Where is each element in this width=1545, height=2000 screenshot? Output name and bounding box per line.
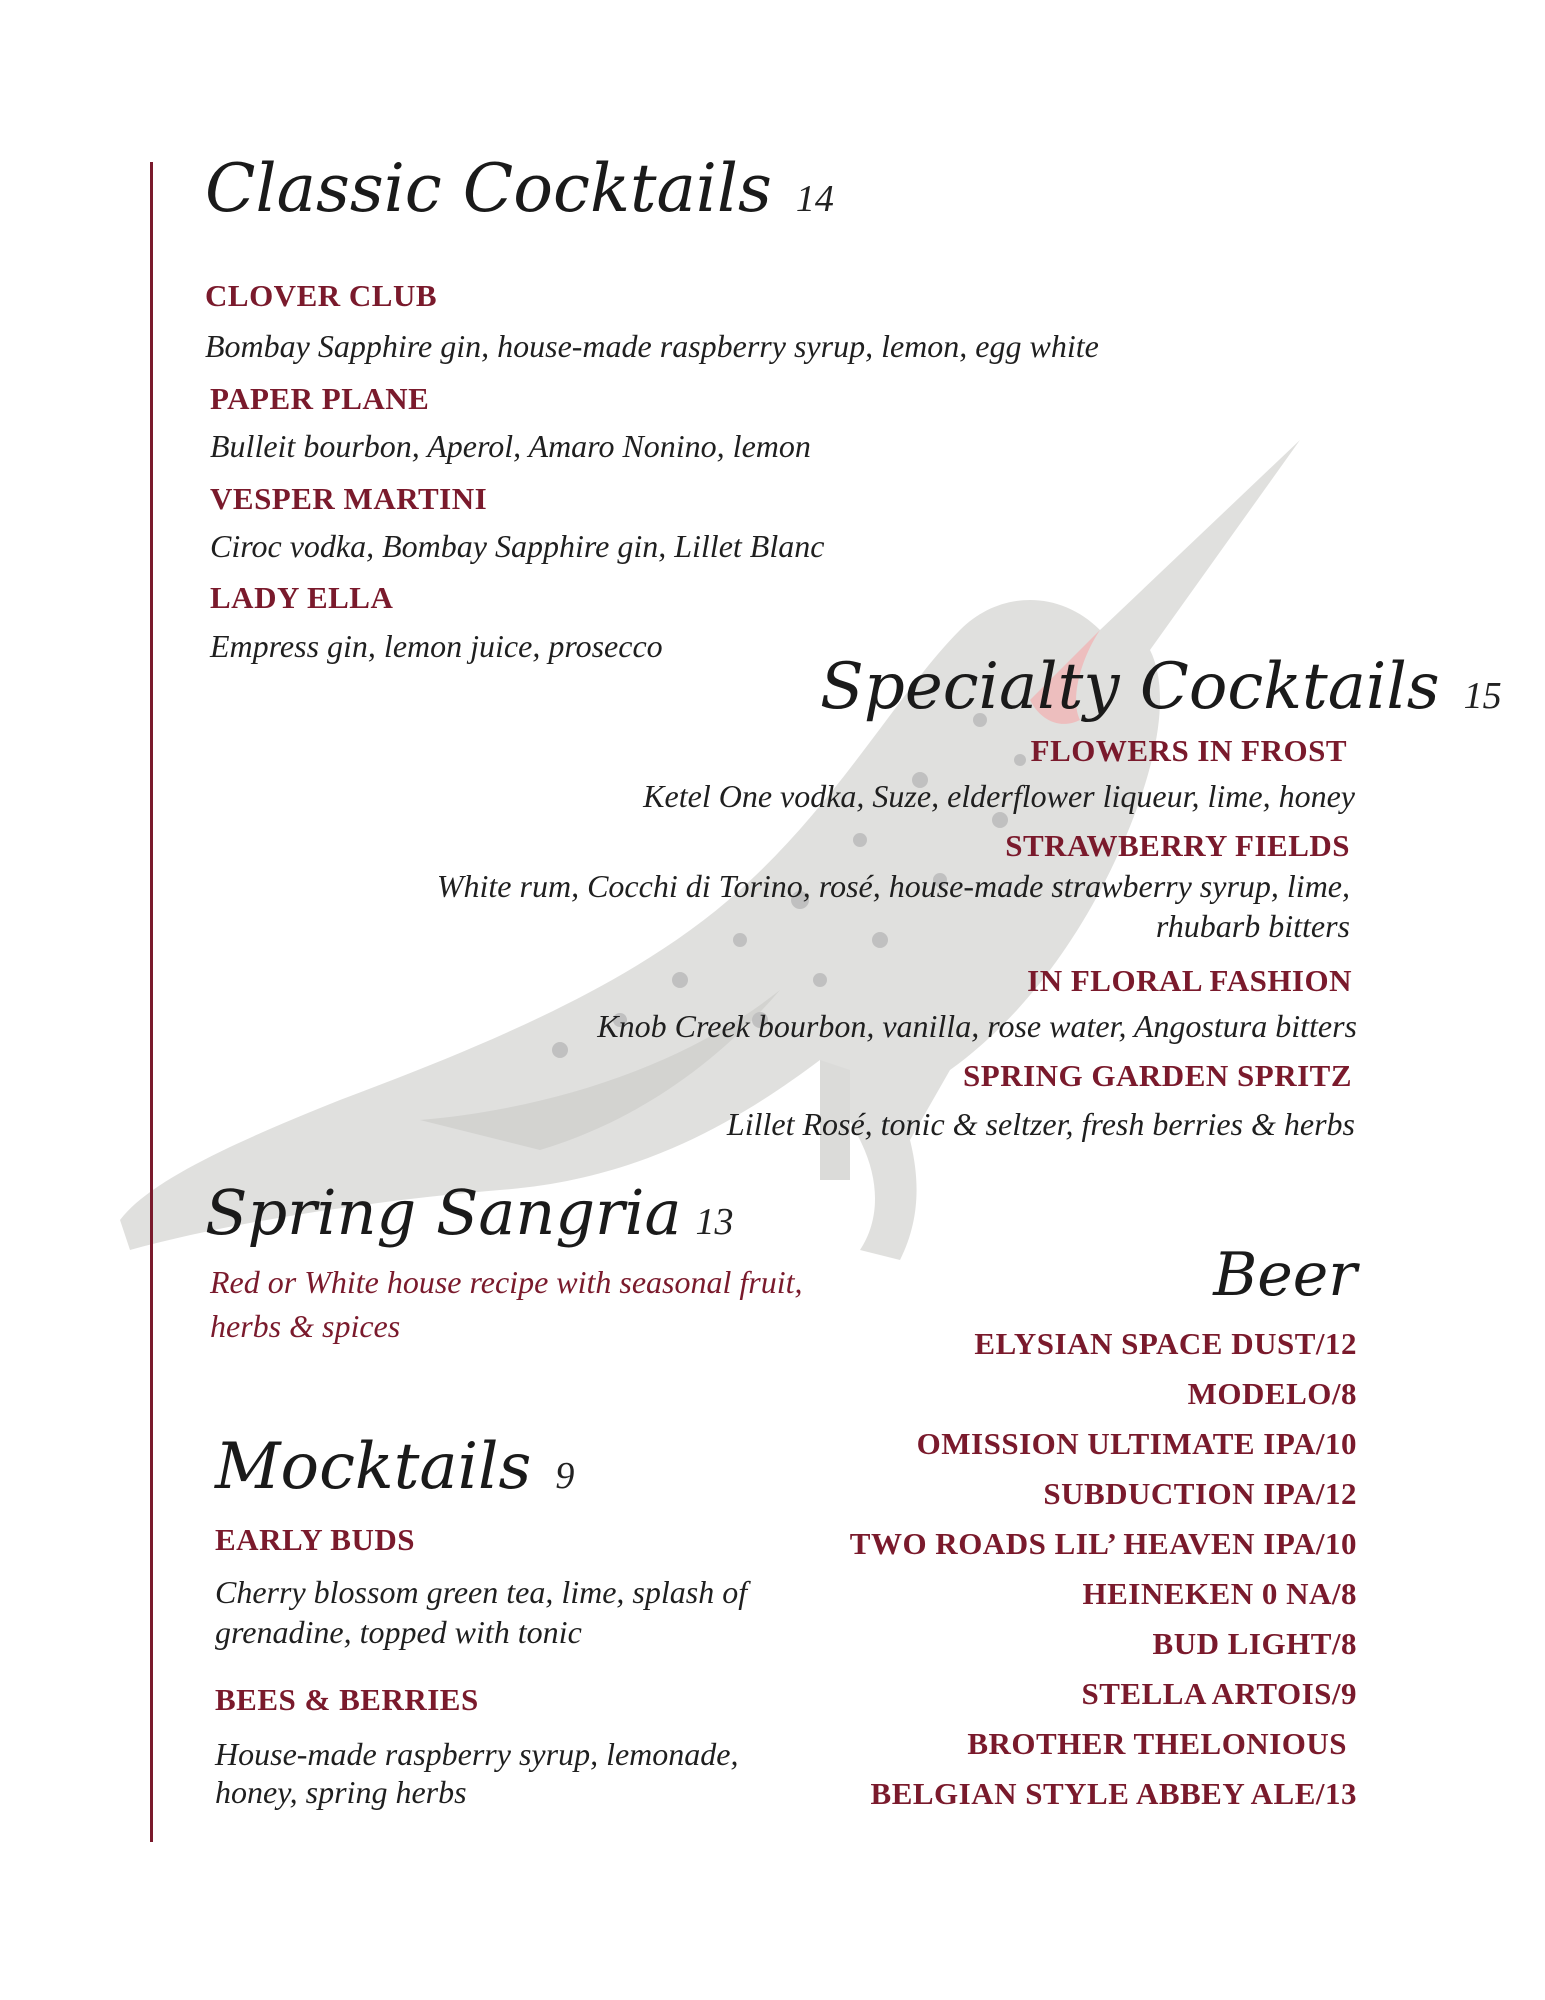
beer-item: STELLA ARTOIS/9 (1081, 1676, 1357, 1711)
specialty-item-name: IN FLORAL FASHION (1027, 963, 1352, 998)
specialty-item-desc: Ketel One vodka, Suze, elderflower liqueur, lime, honey (643, 778, 1355, 814)
left-border-rule (150, 162, 153, 1842)
mocktail-item-name: BEES & BERRIES (215, 1682, 479, 1717)
classic-item-desc: Ciroc vodka, Bombay Sapphire gin, Lillet Blanc (210, 528, 825, 564)
classic-item-name: VESPER MARTINI (210, 481, 488, 516)
specialty-item-desc: rhubarb bitters (1155, 908, 1350, 944)
spring-sangria-heading (205, 1176, 733, 1249)
classic-cocktails-title: Classic Cocktails (205, 150, 772, 227)
classic-cocktails-heading (205, 150, 834, 227)
classic-item-desc: Bombay Sapphire gin, house-made raspberry syrup, lemon, egg white (205, 328, 1099, 364)
beer-heading (1213, 1240, 1357, 1310)
mocktail-item-desc: honey, spring herbs (215, 1774, 467, 1810)
sangria-desc: herbs & spices (210, 1308, 401, 1344)
specialty-item-name: SPRING GARDEN SPRITZ (963, 1058, 1352, 1093)
mocktails-heading (215, 1430, 574, 1504)
specialty-cocktails-title: Specialty Cocktails (820, 650, 1440, 724)
spring-sangria-price: 13 (695, 1201, 734, 1243)
specialty-item-desc: White rum, Cocchi di Torino, rosé, house-made strawberry syrup, lime, (436, 868, 1350, 904)
mocktail-item-desc: House-made raspberry syrup, lemonade, (215, 1736, 739, 1772)
classic-item-desc: Empress gin, lemon juice, prosecco (210, 628, 663, 664)
classic-cocktails-price: 14 (795, 178, 834, 220)
mocktail-item-desc: grenadine, topped with tonic (215, 1614, 582, 1650)
beer-item: ELYSIAN SPACE DUST/12 (974, 1326, 1357, 1361)
specialty-cocktails-price: 15 (1463, 675, 1502, 717)
beer-item: OMISSION ULTIMATE IPA/10 (916, 1426, 1357, 1461)
specialty-item-desc: Lillet Rosé, tonic & seltzer, fresh berries & herbs (726, 1106, 1355, 1142)
beer-item: BUD LIGHT/8 (1152, 1626, 1357, 1661)
classic-item-name: PAPER PLANE (210, 381, 430, 416)
specialty-item-name: FLOWERS IN FROST (1030, 733, 1347, 768)
beer-item: SUBDUCTION IPA/12 (1043, 1476, 1357, 1511)
specialty-cocktails-heading (820, 650, 1502, 724)
sangria-desc: Red or White house recipe with seasonal fruit, (210, 1264, 803, 1300)
beer-item: TWO ROADS LIL’ HEAVEN IPA/10 (849, 1526, 1357, 1561)
beer-title: Beer (1213, 1240, 1357, 1310)
mocktails-price: 9 (555, 1455, 575, 1497)
mocktail-item-name: EARLY BUDS (215, 1522, 415, 1557)
classic-item-name: CLOVER CLUB (205, 278, 438, 313)
mocktails-title: Mocktails (215, 1430, 532, 1504)
specialty-item-name: STRAWBERRY FIELDS (1005, 828, 1350, 863)
beer-item: BROTHER THELONIOUS (967, 1726, 1347, 1761)
beer-item: HEINEKEN 0 NA/8 (1082, 1576, 1357, 1611)
specialty-item-desc: Knob Creek bourbon, vanilla, rose water, Angostura bitters (597, 1008, 1357, 1044)
classic-item-name: LADY ELLA (210, 580, 394, 615)
beer-item: BELGIAN STYLE ABBEY ALE/13 (870, 1776, 1357, 1811)
mocktail-item-desc: Cherry blossom green tea, lime, splash of (215, 1574, 748, 1610)
spring-sangria-title: Spring Sangria (205, 1176, 682, 1249)
beer-item: MODELO/8 (1187, 1376, 1357, 1411)
classic-item-desc: Bulleit bourbon, Aperol, Amaro Nonino, lemon (210, 428, 811, 464)
